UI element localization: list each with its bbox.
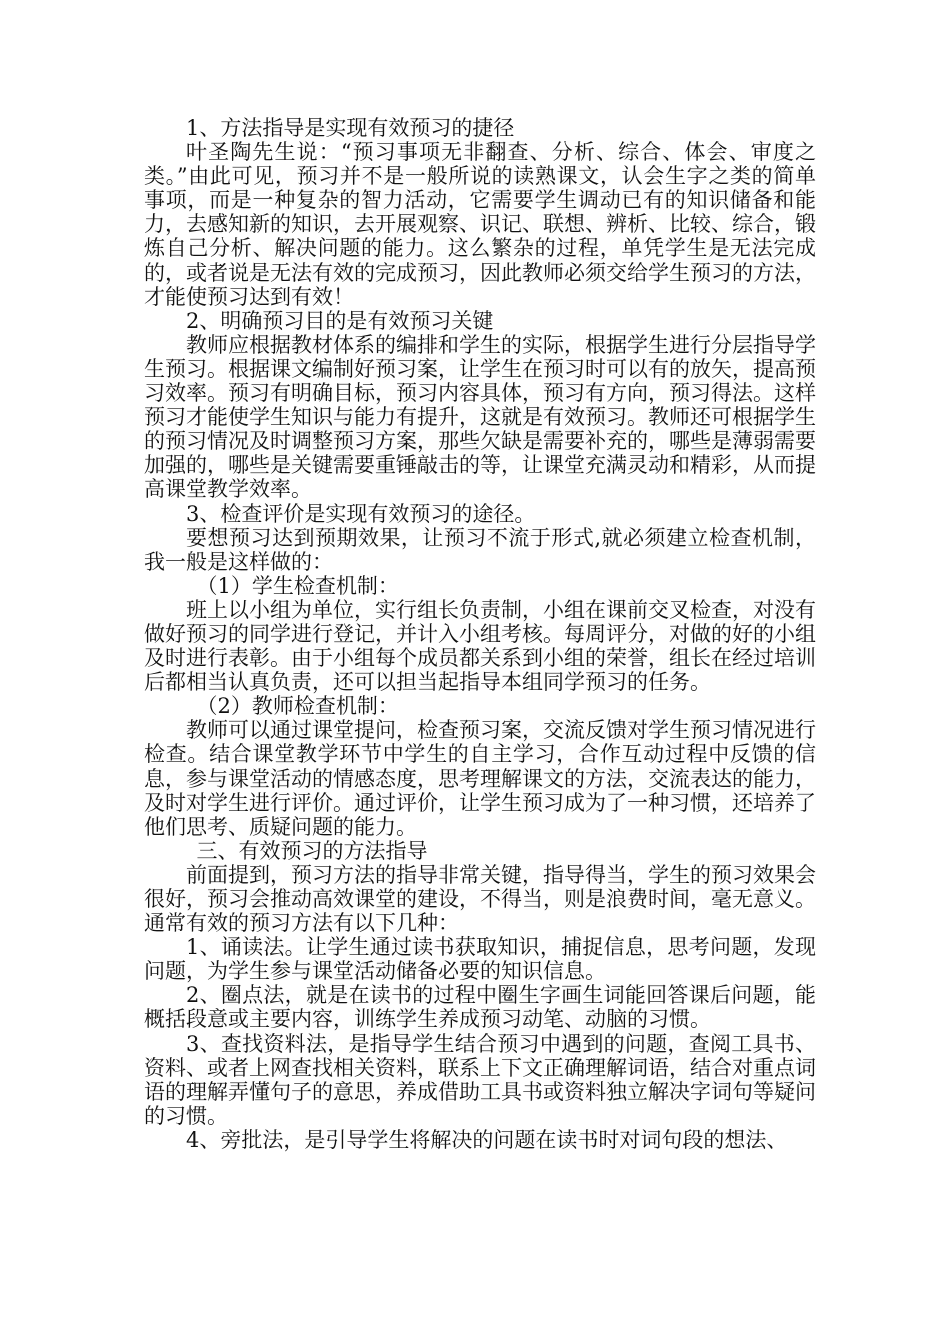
paragraph-method-marking: 2、圈点法，就是在读书的过程中圈生字画生词能回答课后问题，能概括段意或主要内容，训练学生养成预习动笔、动脑的习惯。	[144, 983, 816, 1032]
paragraph-student-check: 班上以小组为单位，实行组长负责制，小组在课前交叉检查，对没有做好预习的同学进行登记，并计入小组考核。每周评分，对做的好的小组及时进行表彰。由于小组每个成员都关系到小组的荣誉，组长在经过培训后都相当认真负责，还可以担当起指导本组同学预习的任务。	[144, 597, 816, 695]
paragraph-method-annotation: 4、旁批法，是引导学生将解决的问题在读书时对词句段的想法、	[186, 1127, 788, 1152]
paragraph-teacher-check: 教师可以通过课堂提问，检查预习案，交流反馈对学生预习情况进行检查。结合课堂教学环节中学生的自主学习，合作互动过程中反馈的信息，参与课堂活动的情感态度，思考理解课文的方法，交流表达的能力，及时对学生进行评价。通过评价，让学生预习成为了一种习惯，还培养了他们思考、质疑问题的能力。	[144, 718, 816, 839]
heading-check-evaluation: 3、检查评价是实现有效预习的途径。	[186, 501, 536, 526]
heading-section-three: 三、有效预习的方法指导	[196, 838, 428, 863]
heading-method-guide: 1、方法指导是实现有效预习的捷径	[186, 116, 515, 140]
paragraph-check-evaluation: 要想预习达到预期效果，让预习不流于形式,就必须建立检查机制，我一般是这样做的：	[144, 525, 816, 574]
paragraph-ye-shengtao-quote: 叶圣陶先生说：“预习事项无非翻查、分析、综合、体会、审度之类。”由此可见，预习并不是一般所说的读熟课文，认会生字之类的简单事项，而是一种复杂的智力活动，它需要学生调动已有的知识储备和能力，去感知新的知识，去开展观察、识记、联想、辨析、比较、综合，锻炼自己分析、解决问题的能力。这么繁杂的过程，单凭学生是无法完成的，或者说是无法有效的完成预习，因此教师必须交给学生预习的方法，才能使预习达到有效！	[144, 140, 816, 309]
subheading-teacher-check: （2）教师检查机制：	[196, 694, 399, 719]
subheading-student-check: （1）学生检查机制：	[196, 573, 399, 598]
paragraph-clear-goal: 教师应根据教材体系的编排和学生的实际，根据学生进行分层指导学生预习。根据课文编制好预习案，让学生在预习时可以有的放矢，提高预习效率。预习有明确目标，预习内容具体，预习有方向，预习得法。这样预习才能使学生知识与能力有提升，这就是有效预习。教师还可根据学生的预习情况及时调整预习方案，那些欠缺是需要补充的，哪些是薄弱需要加强的，哪些是关键需要重锤敲击的等，让课堂充满灵动和精彩，从而提高课堂教学效率。	[144, 332, 816, 502]
paragraph-section-three: 前面提到，预习方法的指导非常关键，指导得当，学生的预习效果会很好，预习会推动高效课堂的建设，不得当，则是浪费时间，毫无意义。通常有效的预习方法有以下几种：	[144, 862, 816, 936]
document-page	[144, 116, 816, 1152]
heading-clear-goal: 2、明确预习目的是有效预习关键	[186, 308, 494, 333]
paragraph-method-reading: 1、诵读法。让学生通过读书获取知识，捕捉信息，思考问题，发现问题，为学生参与课堂活动储备必要的知识信息。	[144, 935, 816, 984]
paragraph-method-research: 3、查找资料法，是指导学生结合预习中遇到的问题，查阅工具书、资料、或者上网查找相关资料，联系上下文正确理解词语，结合对重点词语的理解弄懂句子的意思，养成借助工具书或资料独立解决字词句等疑问的习惯。	[144, 1031, 816, 1128]
